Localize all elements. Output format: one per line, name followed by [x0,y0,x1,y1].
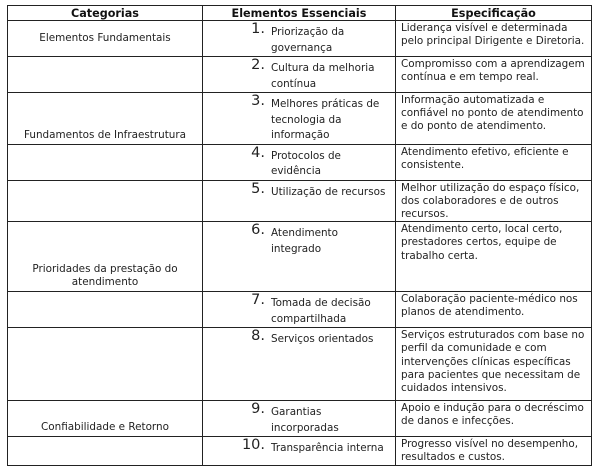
specification-cell: Progresso visível no desempenho, resultados e custos. [396,437,592,465]
header-categorias: Categorias [8,6,203,21]
element-cell [203,57,396,93]
element-number: 2. [251,57,265,73]
element-number: 4. [251,144,265,161]
element-cell [203,180,396,222]
element-name: Protocolos de evidência [271,149,341,177]
element-name: Priorização da governança [271,26,345,54]
element-number: 9. [251,401,265,418]
category-cell [8,57,203,93]
element-name: Tomada de decisão compartilhada [271,297,371,325]
table-row [8,401,592,437]
element-name: Serviços orientados [271,333,374,346]
header-especificacao: Especificação [396,6,592,21]
element-number: 8. [251,328,265,345]
category-cell [8,292,203,328]
specification-cell: Apoio e indução para o decréscimo de danos e infecções. [396,401,592,437]
element-name: Garantias incorporadas [271,406,339,434]
element-name: Transparência interna [271,442,384,455]
element-cell [203,401,396,437]
table-row [8,144,592,180]
table-row [8,57,592,93]
category-cell: Confiabilidade e Retorno [8,401,203,437]
table-row [8,93,592,145]
element-cell [203,21,396,57]
table-row [8,328,592,401]
table-row [8,21,592,57]
element-number: 10. [241,437,265,454]
specification-cell: Informação automatizada e confiável no ponto de atendimento e do ponto de atendimento. [396,93,592,145]
specification-cell: Melhor utilização do espaço físico, dos colaboradores e de outros recursos. [396,180,592,222]
category-cell [8,437,203,465]
element-cell [203,328,396,401]
essential-elements-table [7,5,592,466]
table-header-row [8,6,592,21]
element-name: Utilização de recursos [271,185,386,198]
specification-cell: Liderança visível e determinada pelo principal Dirigente e Diretoria. [396,21,592,57]
element-cell [203,93,396,145]
element-cell [203,144,396,180]
table-row [8,292,592,328]
table-row [8,180,592,222]
specification-cell: Atendimento certo, local certo, prestadores certos, equipe de trabalho certa. [396,222,592,292]
specification-cell: Serviços estruturados com base no perfil da comunidade e com intervenções clínicas específicas para pacientes que necessitam de cuidados intensivos. [396,328,592,401]
element-cell [203,437,396,465]
element-name: Atendimento integrado [271,227,338,255]
element-name: Melhores práticas de tecnologia da informação [271,98,380,141]
table-row [8,437,592,465]
category-cell [8,328,203,401]
category-cell [8,180,203,222]
table-row [8,222,592,292]
element-name: Cultura da melhoria contínua [271,62,375,90]
specification-cell: Atendimento efetivo, eficiente e consistente. [396,144,592,180]
specification-cell: Colaboração paciente-médico nos planos de atendimento. [396,292,592,328]
category-cell: Elementos Fundamentais [8,21,203,57]
element-number: 5. [251,180,265,197]
element-cell [203,222,396,292]
element-number: 3. [251,93,265,109]
element-cell [203,292,396,328]
category-cell: Prioridades da prestação do atendimento [8,222,203,292]
element-number: 1. [251,21,265,37]
header-elementos-essenciais: Elementos Essenciais [203,6,396,21]
element-number: 7. [251,292,265,309]
category-cell: Fundamentos de Infraestrutura [8,93,203,145]
specification-cell: Compromisso com a aprendizagem contínua e em tempo real. [396,57,592,93]
category-cell [8,144,203,180]
element-number: 6. [251,222,265,239]
